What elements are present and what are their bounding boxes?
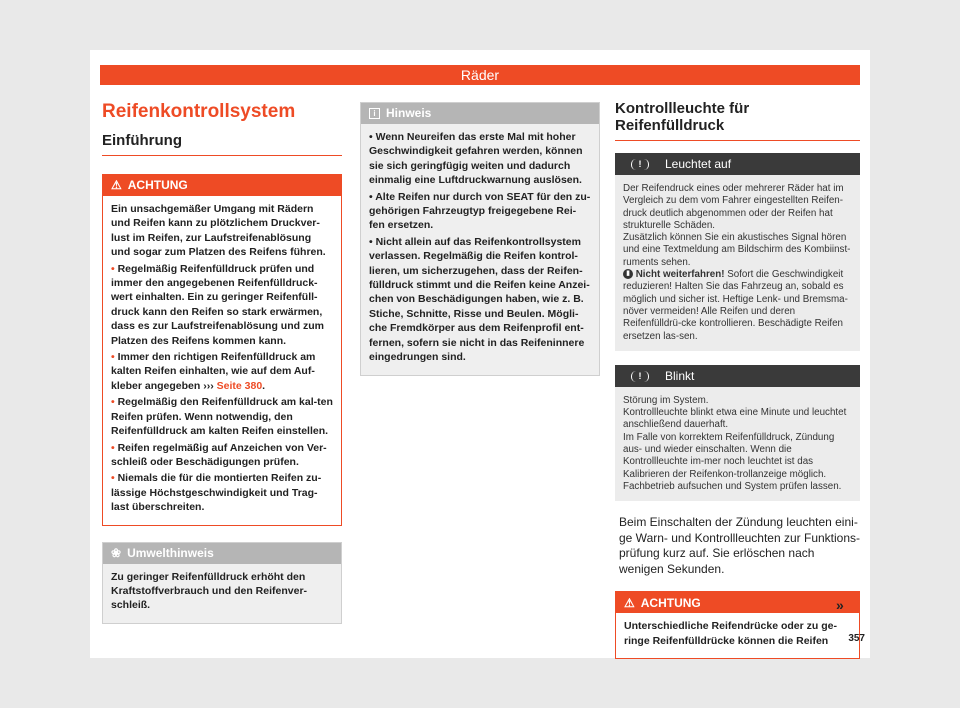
page-number: 357 (848, 633, 865, 644)
indicator-blink-label: Blinkt (665, 368, 695, 383)
warning-item: • Niemals die für die montierten Reifen zu-lässige Höchstgeschwindigkeit und Trag-last überschreiten. (111, 472, 322, 514)
bullet-icon: • (111, 351, 118, 364)
page-reference-link[interactable]: Seite 380 (216, 379, 263, 392)
warning-label: ACHTUNG (127, 178, 188, 193)
warning-item: • Regelmäßig Reifenfülldruck prüfen und immer den angegebenen Reifenfülldruck-wert einhalten. Ein zu geringer Reifenfüll-druck kann den Reifen so stark erwärmen, dass es zur Laufstreifenablösung und zum Platzen des Reifens kommen kann. (111, 262, 324, 347)
indicator-blink-text: Im Falle von korrektem Reifenfülldruck, Zündung aus- und wieder einschalten. Wenn die Kontrollleuchte im-mer noch leuchtet ist das Kalibrieren der Reifenkon-trollanzeige möglich. Fachbetrieb aufsuchen und System prüfen lassen. (623, 431, 842, 492)
indicator-lit-instruction: ▮ Nicht weiterfahren! Sofort die Geschwindigkeit reduzieren! Halten Sie das Fahrzeug an, sobald es möglich und sicher ist. Heftige Lenk- und Bremsma-növer vermeiden! Alle Reifen und deren Reifenfülldrü-cke kontrollieren. Beschädigte Reifen ersetzen las-sen. (623, 269, 848, 342)
warning-header-2 (616, 592, 859, 613)
indicator-lit-text: Der Reifendruck eines oder mehrerer Räder hat im Vergleich zu dem vom Fahrer eingestellten Reifen-druck deutlich abgenommen oder der Reifen hat strukturelle Schäden. (623, 183, 844, 231)
bullet-icon: • (111, 396, 118, 409)
indicator-blink-text: Kontrollleuchte blinkt etwa eine Minute und leuchtet anschließend dauerhaft. (623, 407, 847, 431)
tire-pressure-icon: ! (615, 158, 665, 170)
column-2 (360, 102, 600, 376)
environment-note-box (102, 542, 342, 624)
leaf-icon: ❀ (111, 545, 122, 560)
info-icon: i (369, 108, 380, 119)
indicator-lit-block (615, 153, 860, 351)
warning-box (102, 174, 342, 526)
environment-note-label: Umwelthinweis (127, 545, 214, 560)
indicator-blink-header (615, 365, 860, 387)
warning-text-2: Unterschiedliche Reifendrücke oder zu ge-ringe Reifenfülldrücke können die Reifen (624, 620, 837, 647)
column-1 (102, 100, 342, 624)
note-body (361, 124, 599, 375)
warning-item: • Regelmäßig den Reifenfülldruck am kal-ten Reifen prüfen. Wenn notwendig, den Reifenfülldruck am kalten Reifen einstellen. (111, 396, 333, 438)
note-label: Hinweis (386, 106, 432, 121)
bullet-icon: • (369, 235, 376, 248)
warning-item: • Reifen regelmäßig auf Anzeichen von Ver-schleiß oder Beschädigungen prüfen. (111, 441, 327, 468)
ignition-paragraph: Beim Einschalten der Zündung leuchten eini-ge Warn- und Kontrollleuchten zur Funktions-prüfung kurz auf. Sie erlöschen nach wenigen Sekunden. (619, 515, 861, 576)
bullet-icon: • (111, 441, 118, 454)
warning-box-2 (615, 591, 860, 659)
warning-label-2: ACHTUNG (640, 595, 701, 610)
indicator-blink-text: Störung im System. (623, 394, 709, 406)
warning-item: • Immer den richtigen Reifenfülldruck am kalten Reifen einhalten, wie auf dem Auf-kleber angegeben ››› Seite 380. (111, 351, 316, 392)
environment-note-body (103, 564, 341, 623)
bullet-icon: • (111, 262, 118, 275)
continue-marker: » (836, 597, 844, 613)
warning-triangle-icon: ⚠ (624, 595, 635, 610)
section-subtitle: Einführung (102, 132, 342, 156)
warning-intro: Ein unsachgemäßer Umgang mit Rädern und Reifen kann zu plötzlichem Druckver-lust im Reifen, zur Laufstreifenablösung und sogar zum Platzen des Reifens führen. (111, 203, 326, 259)
stop-icon: ▮ (623, 269, 633, 279)
note-header (361, 103, 599, 124)
environment-note-text: Zu geringer Reifenfülldruck erhöht den Kraftstoffverbrauch und den Reifenver-schleiß. (111, 570, 308, 612)
column-3 (615, 100, 860, 659)
note-item: • Nicht allein auf das Reifenkontrollsystem verlassen. Regelmäßig die Reifen kontrol-lieren, um sicherzugehen, dass der Reifen-fülldruck stimmt und die Reifen keine Anzei-chen von Beschädigungen haben, wie z. B. Stiche, Schnitte, Risse und Beulen. Mögli-che Fremdkörper aus dem Reifenprofil ent-fernen, sofern sie nicht in das Reifeninnere eingedrungen sind. (369, 235, 590, 364)
indicator-blink-body (615, 387, 860, 501)
tire-pressure-icon: ! (615, 370, 665, 382)
indicator-section-title: Kontrollleuchte für Reifenfülldruck (615, 100, 860, 141)
warning-body-2 (616, 613, 859, 658)
indicator-lit-label: Leuchtet auf (665, 157, 732, 171)
chapter-header: Räder (100, 65, 860, 85)
environment-note-header (103, 543, 341, 564)
note-item: • Wenn Neureifen das erste Mal mit hoher Geschwindigkeit gefahren werden, können sie sich geringfügig weiten und dadurch einmalig eine Luftdruckwarnung auslösen. (369, 131, 583, 187)
bullet-icon: • (369, 131, 376, 143)
indicator-lit-header (615, 153, 860, 175)
note-box (360, 102, 600, 376)
warning-triangle-icon: ⚠ (111, 178, 122, 193)
indicator-blink-block (615, 365, 860, 501)
bullet-icon: • (111, 472, 118, 485)
indicator-lit-body (615, 175, 860, 351)
note-item: • Alte Reifen nur durch von SEAT für den zu-gehörigen Fahrzeugtyp freigegebene Rei-fen ersetzen. (369, 190, 591, 232)
indicator-lit-text: Zusätzlich können Sie ein akustisches Signal hören und eine Textmeldung am Bildschirm des Kombiinst-ruments sehen. (623, 232, 851, 268)
section-title: Reifenkontrollsystem (102, 101, 296, 122)
bullet-icon: • (369, 190, 376, 203)
warning-header (103, 175, 341, 196)
warning-body (103, 196, 341, 525)
